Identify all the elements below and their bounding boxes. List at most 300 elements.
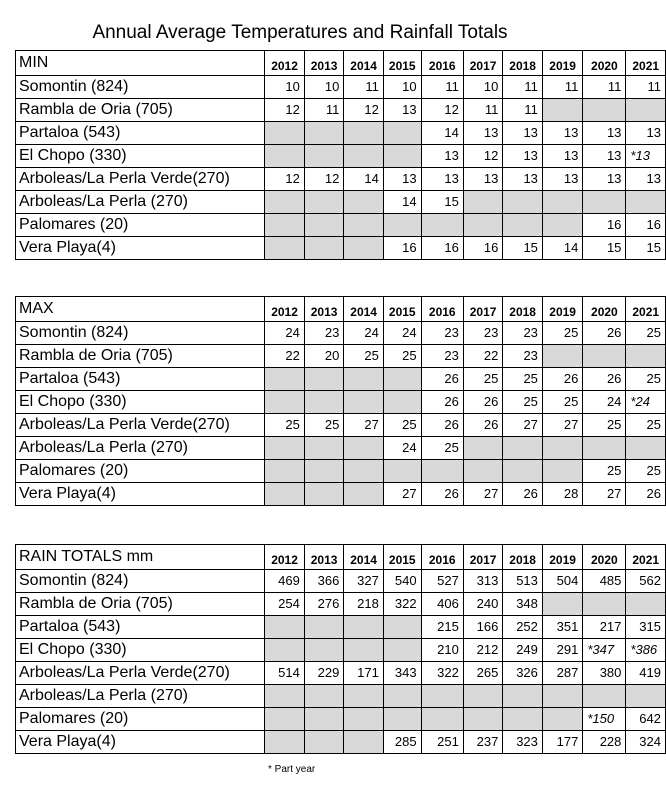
value-cell: 11 xyxy=(304,99,344,122)
value-cell: 513 xyxy=(503,570,543,593)
empty-cell xyxy=(344,122,384,145)
empty-cell xyxy=(265,437,305,460)
empty-cell xyxy=(344,708,384,731)
value-cell: 10 xyxy=(383,76,421,99)
value-cell: 25 xyxy=(383,414,421,437)
value-cell: 24 xyxy=(344,322,384,345)
year-header-cell: 2015 xyxy=(383,297,421,322)
table-row xyxy=(16,368,666,391)
value-cell: 13 xyxy=(542,145,582,168)
empty-cell xyxy=(265,460,305,483)
year-header-cell: 2014 xyxy=(344,51,384,76)
value-cell: 24 xyxy=(383,322,421,345)
empty-cell xyxy=(503,214,543,237)
value-cell: 15 xyxy=(503,237,543,260)
station-name-cell: Somontin (824) xyxy=(16,76,265,99)
value-cell: 25 xyxy=(542,391,582,414)
value-cell: 527 xyxy=(421,570,463,593)
value-cell: 12 xyxy=(421,99,463,122)
empty-cell xyxy=(265,145,305,168)
empty-cell xyxy=(542,345,582,368)
empty-cell xyxy=(463,708,503,731)
value-cell: 26 xyxy=(463,391,503,414)
empty-cell xyxy=(344,483,384,506)
value-cell: 12 xyxy=(265,168,305,191)
value-cell: 265 xyxy=(463,662,503,685)
year-header-cell: 2019 xyxy=(542,545,582,570)
value-cell: 171 xyxy=(344,662,384,685)
value-cell: 25 xyxy=(463,368,503,391)
empty-cell xyxy=(626,593,666,616)
value-cell: 15 xyxy=(626,237,666,260)
value-cell: 13 xyxy=(583,168,626,191)
empty-cell xyxy=(344,639,384,662)
table-header-row xyxy=(16,297,666,322)
empty-cell xyxy=(383,214,421,237)
value-cell: 252 xyxy=(503,616,543,639)
table-row xyxy=(16,191,666,214)
empty-cell xyxy=(304,639,344,662)
empty-cell xyxy=(463,191,503,214)
value-cell: 406 xyxy=(421,593,463,616)
empty-cell xyxy=(304,122,344,145)
empty-cell xyxy=(265,616,305,639)
table-row xyxy=(16,639,666,662)
empty-cell xyxy=(344,391,384,414)
year-header-cell: 2014 xyxy=(344,545,384,570)
value-cell: 343 xyxy=(383,662,421,685)
value-cell: 13 xyxy=(421,145,463,168)
station-name-cell: Somontin (824) xyxy=(16,570,265,593)
empty-cell xyxy=(265,391,305,414)
station-name-cell: Vera Playa(4) xyxy=(16,237,265,260)
value-cell: 27 xyxy=(542,414,582,437)
value-cell: 26 xyxy=(583,368,626,391)
value-cell: 23 xyxy=(421,345,463,368)
year-header-cell: 2013 xyxy=(304,297,344,322)
empty-cell xyxy=(626,345,666,368)
year-header-cell: 2015 xyxy=(383,545,421,570)
value-cell: 10 xyxy=(265,76,305,99)
year-header-cell: 2012 xyxy=(265,545,305,570)
value-cell: 228 xyxy=(583,731,626,754)
empty-cell xyxy=(304,368,344,391)
empty-cell xyxy=(304,145,344,168)
empty-cell xyxy=(265,731,305,754)
max-temperature-table xyxy=(15,296,666,506)
empty-cell xyxy=(626,685,666,708)
empty-cell xyxy=(463,685,503,708)
station-name-cell: Arboleas/La Perla (270) xyxy=(16,437,265,460)
value-cell: 23 xyxy=(503,345,543,368)
value-cell: 315 xyxy=(626,616,666,639)
value-cell: 15 xyxy=(421,191,463,214)
table-row xyxy=(16,99,666,122)
value-cell: 13 xyxy=(383,168,421,191)
empty-cell xyxy=(265,368,305,391)
station-name-cell: Somontin (824) xyxy=(16,322,265,345)
value-cell: 26 xyxy=(463,414,503,437)
value-cell: 16 xyxy=(583,214,626,237)
value-cell: 13 xyxy=(383,99,421,122)
value-cell: 27 xyxy=(383,483,421,506)
table-row xyxy=(16,483,666,506)
value-cell: 25 xyxy=(626,414,666,437)
value-cell: 287 xyxy=(542,662,582,685)
value-cell: 16 xyxy=(626,214,666,237)
value-cell: 351 xyxy=(542,616,582,639)
year-header-cell: 2021 xyxy=(626,545,666,570)
page-title: Annual Average Temperatures and Rainfall Totals xyxy=(92,22,508,43)
value-cell: 251 xyxy=(421,731,463,754)
empty-cell xyxy=(542,191,582,214)
value-cell: 540 xyxy=(383,570,421,593)
empty-cell xyxy=(383,391,421,414)
empty-cell xyxy=(542,99,582,122)
station-name-cell: El Chopo (330) xyxy=(16,145,265,168)
value-cell: 14 xyxy=(344,168,384,191)
value-cell: 11 xyxy=(583,76,626,99)
empty-cell xyxy=(383,122,421,145)
empty-cell xyxy=(421,214,463,237)
value-cell: 25 xyxy=(626,368,666,391)
empty-cell xyxy=(344,731,384,754)
station-name-cell: Palomares (20) xyxy=(16,460,265,483)
table-header-label: MIN xyxy=(16,51,265,76)
empty-cell xyxy=(626,191,666,214)
table-row xyxy=(16,460,666,483)
value-cell: 13 xyxy=(542,168,582,191)
value-cell: 11 xyxy=(344,76,384,99)
empty-cell xyxy=(626,437,666,460)
empty-cell xyxy=(265,639,305,662)
value-cell: 14 xyxy=(383,191,421,214)
value-cell: 23 xyxy=(304,322,344,345)
empty-cell xyxy=(503,437,543,460)
value-cell: 276 xyxy=(304,593,344,616)
empty-cell xyxy=(383,639,421,662)
empty-cell xyxy=(265,191,305,214)
value-cell: 25 xyxy=(304,414,344,437)
value-cell: 11 xyxy=(503,99,543,122)
year-header-cell: 2016 xyxy=(421,51,463,76)
value-cell: 28 xyxy=(542,483,582,506)
value-cell: 348 xyxy=(503,593,543,616)
empty-cell xyxy=(583,593,626,616)
value-cell: 16 xyxy=(383,237,421,260)
value-cell: 25 xyxy=(542,322,582,345)
value-cell: 326 xyxy=(503,662,543,685)
station-name-cell: Partaloa (543) xyxy=(16,616,265,639)
empty-cell xyxy=(383,145,421,168)
empty-cell xyxy=(304,237,344,260)
value-cell: 469 xyxy=(265,570,305,593)
value-cell: 11 xyxy=(626,76,666,99)
year-header-cell: 2013 xyxy=(304,545,344,570)
value-cell: 13 xyxy=(542,122,582,145)
empty-cell xyxy=(344,214,384,237)
empty-cell xyxy=(344,685,384,708)
value-cell: 327 xyxy=(344,570,384,593)
empty-cell xyxy=(265,708,305,731)
empty-cell xyxy=(344,368,384,391)
year-header-cell: 2019 xyxy=(542,297,582,322)
empty-cell xyxy=(383,616,421,639)
table-row xyxy=(16,570,666,593)
value-cell: 12 xyxy=(265,99,305,122)
value-cell: 16 xyxy=(421,237,463,260)
station-name-cell: Vera Playa(4) xyxy=(16,483,265,506)
value-cell: 240 xyxy=(463,593,503,616)
empty-cell xyxy=(421,685,463,708)
value-cell: 25 xyxy=(626,322,666,345)
value-cell: 212 xyxy=(463,639,503,662)
value-cell: 366 xyxy=(304,570,344,593)
value-cell: 26 xyxy=(421,391,463,414)
empty-cell xyxy=(265,122,305,145)
empty-cell xyxy=(542,708,582,731)
value-cell: 24 xyxy=(265,322,305,345)
value-cell: 23 xyxy=(503,322,543,345)
value-cell: 13 xyxy=(626,122,666,145)
value-cell: 562 xyxy=(626,570,666,593)
empty-cell xyxy=(344,237,384,260)
empty-cell xyxy=(383,685,421,708)
value-cell: 25 xyxy=(583,414,626,437)
value-cell: 13 xyxy=(626,168,666,191)
value-cell: 13 xyxy=(583,145,626,168)
value-cell: 26 xyxy=(421,483,463,506)
value-cell: 11 xyxy=(463,99,503,122)
station-name-cell: Arboleas/La Perla (270) xyxy=(16,191,265,214)
table-row xyxy=(16,122,666,145)
value-cell: 249 xyxy=(503,639,543,662)
value-cell: 25 xyxy=(583,460,626,483)
year-header-cell: 2017 xyxy=(463,545,503,570)
value-cell: 12 xyxy=(304,168,344,191)
value-cell: 285 xyxy=(383,731,421,754)
station-name-cell: Rambla de Oria (705) xyxy=(16,345,265,368)
value-cell: 25 xyxy=(265,414,305,437)
value-cell: 10 xyxy=(304,76,344,99)
empty-cell xyxy=(463,437,503,460)
value-cell: 254 xyxy=(265,593,305,616)
empty-cell xyxy=(503,685,543,708)
value-cell: 322 xyxy=(421,662,463,685)
station-name-cell: El Chopo (330) xyxy=(16,391,265,414)
table-row xyxy=(16,708,666,731)
empty-cell xyxy=(583,685,626,708)
value-cell: 14 xyxy=(542,237,582,260)
value-cell: 24 xyxy=(383,437,421,460)
value-cell: *386 xyxy=(626,639,666,662)
value-cell: 27 xyxy=(583,483,626,506)
value-cell: 11 xyxy=(421,76,463,99)
value-cell: 24 xyxy=(583,391,626,414)
empty-cell xyxy=(304,731,344,754)
year-header-cell: 2016 xyxy=(421,545,463,570)
table-header-label: RAIN TOTALS mm xyxy=(16,545,265,570)
empty-cell xyxy=(265,214,305,237)
empty-cell xyxy=(542,593,582,616)
year-header-cell: 2020 xyxy=(583,545,626,570)
year-header-cell: 2012 xyxy=(265,297,305,322)
value-cell: *347 xyxy=(583,639,626,662)
value-cell: 13 xyxy=(583,122,626,145)
empty-cell xyxy=(503,708,543,731)
value-cell: 237 xyxy=(463,731,503,754)
value-cell: 20 xyxy=(304,345,344,368)
table-row xyxy=(16,685,666,708)
table-header-row xyxy=(16,51,666,76)
year-header-cell: 2012 xyxy=(265,51,305,76)
value-cell: 26 xyxy=(583,322,626,345)
year-header-cell: 2017 xyxy=(463,297,503,322)
value-cell: *13 xyxy=(626,145,666,168)
table-row xyxy=(16,414,666,437)
station-name-cell: Arboleas/La Perla (270) xyxy=(16,685,265,708)
station-name-cell: Arboleas/La Perla Verde(270) xyxy=(16,414,265,437)
value-cell: 485 xyxy=(583,570,626,593)
value-cell: 12 xyxy=(463,145,503,168)
station-name-cell: Partaloa (543) xyxy=(16,368,265,391)
value-cell: 11 xyxy=(542,76,582,99)
value-cell: 11 xyxy=(503,76,543,99)
empty-cell xyxy=(421,708,463,731)
value-cell: 324 xyxy=(626,731,666,754)
value-cell: 217 xyxy=(583,616,626,639)
year-header-cell: 2017 xyxy=(463,51,503,76)
value-cell: 25 xyxy=(421,437,463,460)
table-row xyxy=(16,145,666,168)
empty-cell xyxy=(265,685,305,708)
year-header-cell: 2016 xyxy=(421,297,463,322)
year-header-cell: 2018 xyxy=(503,545,543,570)
value-cell: 642 xyxy=(626,708,666,731)
value-cell: 26 xyxy=(503,483,543,506)
min-temperature-table xyxy=(15,50,666,260)
value-cell: 25 xyxy=(503,391,543,414)
table-row xyxy=(16,322,666,345)
empty-cell xyxy=(344,616,384,639)
empty-cell xyxy=(304,214,344,237)
table-row xyxy=(16,214,666,237)
value-cell: 10 xyxy=(463,76,503,99)
empty-cell xyxy=(344,460,384,483)
empty-cell xyxy=(421,460,463,483)
table-header-label: MAX xyxy=(16,297,265,322)
footnote: * Part year xyxy=(268,764,316,775)
value-cell: 26 xyxy=(542,368,582,391)
year-header-cell: 2021 xyxy=(626,297,666,322)
value-cell: 166 xyxy=(463,616,503,639)
empty-cell xyxy=(304,483,344,506)
empty-cell xyxy=(304,437,344,460)
value-cell: 25 xyxy=(344,345,384,368)
year-header-cell: 2018 xyxy=(503,51,543,76)
station-name-cell: Rambla de Oria (705) xyxy=(16,593,265,616)
empty-cell xyxy=(583,345,626,368)
table-row xyxy=(16,345,666,368)
station-name-cell: Partaloa (543) xyxy=(16,122,265,145)
value-cell: 13 xyxy=(463,168,503,191)
value-cell: *24 xyxy=(626,391,666,414)
empty-cell xyxy=(304,616,344,639)
table-row xyxy=(16,731,666,754)
empty-cell xyxy=(304,460,344,483)
value-cell: 23 xyxy=(421,322,463,345)
table-row xyxy=(16,616,666,639)
value-cell: 13 xyxy=(421,168,463,191)
empty-cell xyxy=(344,437,384,460)
station-name-cell: Arboleas/La Perla Verde(270) xyxy=(16,168,265,191)
empty-cell xyxy=(265,483,305,506)
value-cell: 380 xyxy=(583,662,626,685)
year-header-cell: 2019 xyxy=(542,51,582,76)
table-row xyxy=(16,237,666,260)
year-header-cell: 2018 xyxy=(503,297,543,322)
value-cell: 26 xyxy=(421,368,463,391)
value-cell: 15 xyxy=(583,237,626,260)
value-cell: 419 xyxy=(626,662,666,685)
empty-cell xyxy=(542,460,582,483)
rain-totals-table xyxy=(15,544,666,754)
year-header-cell: 2020 xyxy=(583,297,626,322)
value-cell: 177 xyxy=(542,731,582,754)
empty-cell xyxy=(463,214,503,237)
value-cell: 25 xyxy=(503,368,543,391)
value-cell: 322 xyxy=(383,593,421,616)
empty-cell xyxy=(304,191,344,214)
table-row xyxy=(16,593,666,616)
empty-cell xyxy=(463,460,503,483)
value-cell: 25 xyxy=(626,460,666,483)
empty-cell xyxy=(583,99,626,122)
value-cell: 26 xyxy=(626,483,666,506)
table-row xyxy=(16,391,666,414)
empty-cell xyxy=(265,237,305,260)
value-cell: 16 xyxy=(463,237,503,260)
station-name-cell: El Chopo (330) xyxy=(16,639,265,662)
empty-cell xyxy=(344,191,384,214)
value-cell: 514 xyxy=(265,662,305,685)
table-row xyxy=(16,76,666,99)
year-header-cell: 2013 xyxy=(304,51,344,76)
value-cell: 323 xyxy=(503,731,543,754)
value-cell: 12 xyxy=(344,99,384,122)
empty-cell xyxy=(344,145,384,168)
value-cell: 27 xyxy=(463,483,503,506)
value-cell: 26 xyxy=(421,414,463,437)
value-cell: 14 xyxy=(421,122,463,145)
station-name-cell: Arboleas/La Perla Verde(270) xyxy=(16,662,265,685)
value-cell: 22 xyxy=(463,345,503,368)
value-cell: 291 xyxy=(542,639,582,662)
year-header-cell: 2015 xyxy=(383,51,421,76)
empty-cell xyxy=(304,708,344,731)
empty-cell xyxy=(626,99,666,122)
value-cell: 13 xyxy=(463,122,503,145)
value-cell: 22 xyxy=(265,345,305,368)
value-cell: 27 xyxy=(344,414,384,437)
value-cell: 218 xyxy=(344,593,384,616)
value-cell: 23 xyxy=(463,322,503,345)
empty-cell xyxy=(503,460,543,483)
station-name-cell: Palomares (20) xyxy=(16,214,265,237)
empty-cell xyxy=(304,391,344,414)
station-name-cell: Rambla de Oria (705) xyxy=(16,99,265,122)
value-cell: 210 xyxy=(421,639,463,662)
